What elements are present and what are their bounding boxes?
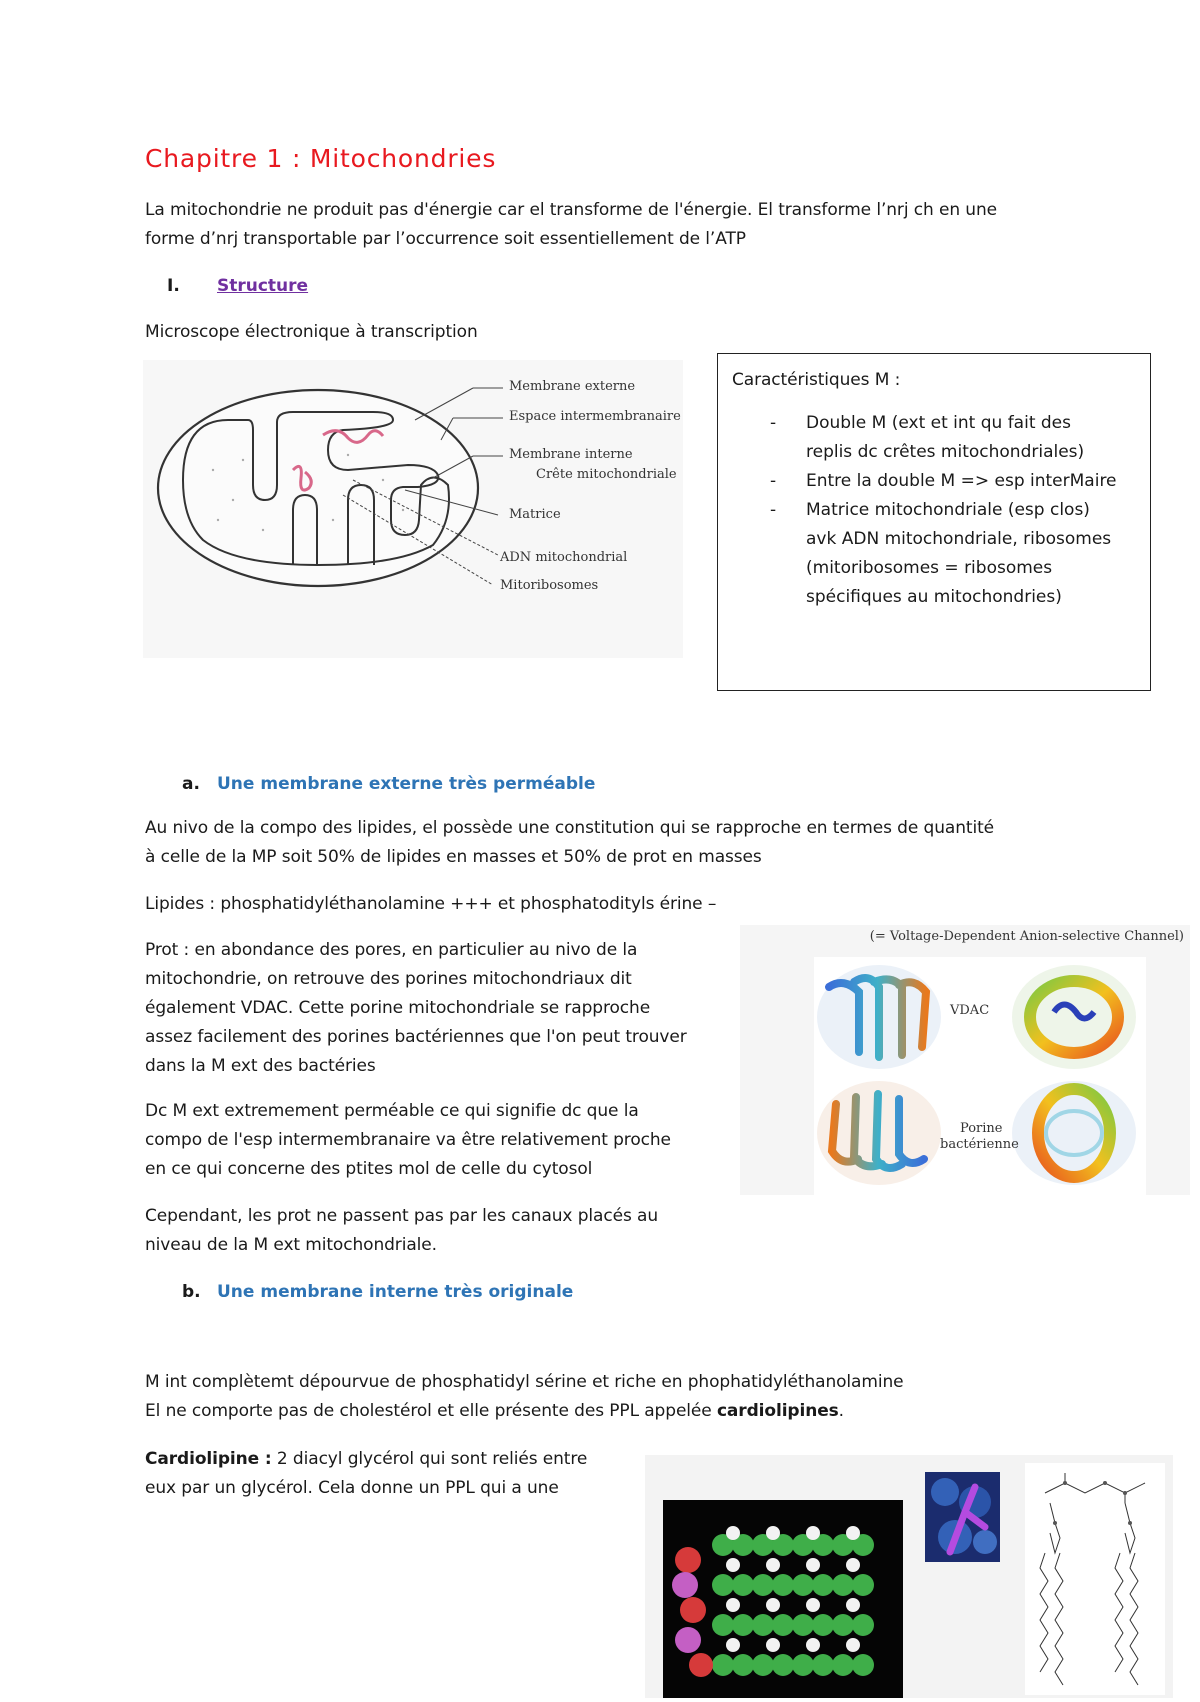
list-item xyxy=(718,496,1150,612)
vdac-label: VDAC xyxy=(950,1003,990,1018)
paragraph-line: Cependant, les prot ne passent pas par les canaux placés au xyxy=(145,1206,658,1226)
characteristics-list xyxy=(718,409,1150,612)
paragraph-line: assez facilement des porines bactériennes que l'on peut trouver xyxy=(145,1027,687,1047)
list-item-line: avk ADN mitochondriale, ribosomes xyxy=(806,529,1112,549)
mitochondria-diagram-svg xyxy=(143,360,683,658)
paragraph-line: dans la M ext des bactéries xyxy=(145,1056,376,1076)
paragraph-text: 2 diacyl glycérol qui sont reliés entre xyxy=(271,1449,588,1469)
paragraph-line: en ce qui concerne des ptites mol de celle du cytosol xyxy=(145,1159,593,1179)
cardiolipine-paragraph xyxy=(145,1445,587,1503)
paragraph-line: niveau de la M ext mitochondriale. xyxy=(145,1235,437,1255)
list-item-line: spécifiques au mitochondries) xyxy=(806,587,1062,607)
vdac-top-view xyxy=(1012,965,1136,1069)
diagram-label: Mitoribosomes xyxy=(500,578,599,593)
list-item-line: Entre la double M => esp interMaire xyxy=(806,471,1117,491)
list-item xyxy=(718,467,1150,496)
paragraph-line: eux par un glycérol. Cela donne un PPL qui a une xyxy=(145,1478,559,1498)
box-title: Caractéristiques M : xyxy=(732,370,901,390)
cependant-paragraph xyxy=(145,1202,658,1260)
chemical-structure-svg xyxy=(1025,1463,1165,1695)
space-filling-model xyxy=(663,1500,903,1698)
chemical-bonds xyxy=(1040,1473,1145,1685)
prot-paragraph xyxy=(145,936,687,1081)
intro-line: La mitochondrie ne produit pas d'énergie car el transforme de l'énergie. El transforme l’nrj ch en une xyxy=(145,200,998,220)
mitochondria-diagram xyxy=(143,360,683,658)
page-title: Chapitre 1 : Mitochondries xyxy=(145,144,497,173)
bullet-dash: - xyxy=(770,500,777,520)
paragraph-line: également VDAC. Cette porine mitochondriale se rapproche xyxy=(145,998,651,1018)
list-item-line: replis dc crêtes mitochondriales) xyxy=(806,442,1085,462)
headgroup-atoms xyxy=(672,1547,713,1677)
vdac-figure xyxy=(740,925,1190,1195)
protein-binding-svg xyxy=(925,1472,1000,1562)
cardiolipines-term: cardiolipines xyxy=(716,1401,839,1421)
atom-labels xyxy=(1053,1481,1132,1525)
list-item-line: Matrice mitochondriale (esp clos) xyxy=(806,500,1090,520)
paragraph-line xyxy=(145,1445,587,1474)
paragraph-line: Au nivo de la compo des lipides, el possède une constitution qui se rapproche en termes de quantité xyxy=(145,818,995,838)
bullet-dash: - xyxy=(770,471,777,491)
cardiolipine-term: Cardiolipine : xyxy=(145,1449,272,1469)
paragraph-text: El ne comporte pas de cholestérol et elle présente des PPL appelée xyxy=(145,1401,717,1421)
list-item-line: (mitoribosomes = ribosomes xyxy=(806,558,1053,578)
paragraph-text: . xyxy=(838,1401,844,1421)
intro-line: forme d’nrj transportable par l’occurrence soit essentiellement de l’ATP xyxy=(145,229,746,249)
paragraph-line: Prot : en abondance des pores, en particulier au nivo de la xyxy=(145,940,638,960)
protein-binding-image xyxy=(925,1472,1000,1562)
microscope-caption: Microscope électronique à transcription xyxy=(145,322,478,342)
lipides-line: Lipides : phosphatidyléthanolamine +++ et phosphatodityls érine – xyxy=(145,894,717,914)
vdac-side-view xyxy=(817,965,941,1069)
characteristics-box xyxy=(717,353,1151,691)
diagram-label: Espace intermembranaire xyxy=(509,409,681,424)
diagram-label: Crête mitochondriale xyxy=(536,467,677,482)
permeability-paragraph xyxy=(145,1097,671,1184)
list-item-line: Double M (ext et int qu fait des xyxy=(806,413,1072,433)
section-number: I. xyxy=(167,276,180,296)
porine-label: Porine xyxy=(960,1121,1003,1136)
subsection-heading-a: Une membrane externe très perméable xyxy=(217,774,596,794)
diagram-label: Matrice xyxy=(509,507,561,522)
paragraph-line: mitochondrie, on retrouve des porines mitochondriaux dit xyxy=(145,969,632,989)
diagram-label: Membrane externe xyxy=(509,379,636,394)
diagram-label: Membrane interne xyxy=(509,447,633,462)
porin-top-view xyxy=(1012,1081,1136,1185)
bullet-dash: - xyxy=(770,413,777,433)
list-item xyxy=(718,409,1150,467)
subsection-heading-b: Une membrane interne très originale xyxy=(217,1282,574,1302)
lipid-composition-paragraph xyxy=(145,814,994,872)
diagram-label: ADN mitochondrial xyxy=(500,550,628,565)
paragraph-line: compo de l'esp intermembranaire va être relativement proche xyxy=(145,1130,671,1150)
protein-structures-svg xyxy=(814,957,1146,1195)
chemical-structure xyxy=(1025,1463,1165,1695)
cardiolipin-figure xyxy=(645,1455,1173,1698)
paragraph-line: Dc M ext extremement perméable ce qui signifie dc que la xyxy=(145,1101,639,1121)
leader-line xyxy=(415,388,473,420)
section-heading-structure[interactable]: Structure xyxy=(217,276,309,296)
intro-paragraph xyxy=(145,196,997,254)
porine-label: bactérienne xyxy=(940,1137,1019,1152)
paragraph-line: à celle de la MP soit 50% de lipides en masses et 50% de prot en masses xyxy=(145,847,762,867)
subsection-letter: b. xyxy=(182,1282,201,1302)
acyl-chain-atoms xyxy=(712,1526,874,1676)
paragraph-line xyxy=(145,1397,904,1426)
vdac-image-panel xyxy=(814,957,1146,1195)
porin-side-view xyxy=(817,1081,941,1185)
vdac-caption: (= Voltage-Dependent Anion-selective Channel) xyxy=(869,929,1184,944)
inner-membrane-paragraph xyxy=(145,1368,904,1426)
subsection-letter: a. xyxy=(182,774,200,794)
space-filling-svg xyxy=(663,1500,903,1698)
paragraph-line: M int complètemt dépourvue de phosphatidyl sérine et riche en phophatidyléthanolamine xyxy=(145,1372,904,1392)
